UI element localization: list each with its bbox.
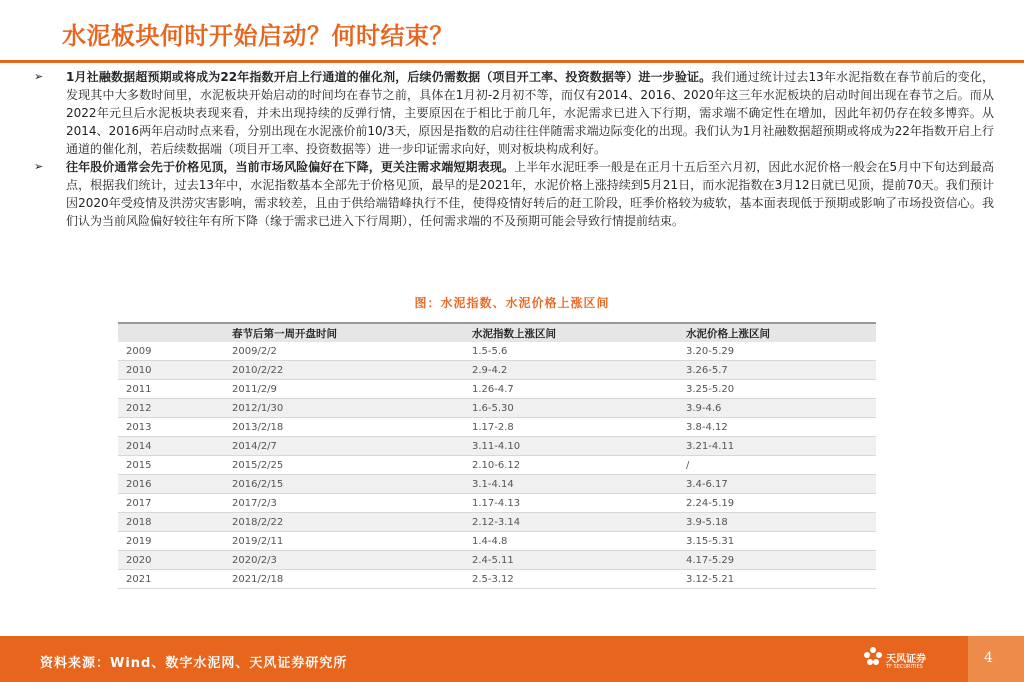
price-range-cell: 4.17-5.29 <box>678 551 876 570</box>
price-range-cell: 3.4-6.17 <box>678 475 876 494</box>
year-cell: 2013 <box>118 418 224 437</box>
rally-period-table <box>118 322 876 589</box>
price-range-cell: 3.8-4.12 <box>678 418 876 437</box>
year-cell: 2012 <box>118 399 224 418</box>
source-note: 资料来源：Wind、数字水泥网、天风证券研究所 <box>40 656 348 671</box>
year-cell: 2017 <box>118 494 224 513</box>
index-range-cell: 2.12-3.14 <box>464 513 678 532</box>
price-range-cell: 3.25-5.20 <box>678 380 876 399</box>
index-range-cell: 3.11-4.10 <box>464 437 678 456</box>
bullet-item-2 <box>34 158 994 230</box>
column-header-year <box>118 323 224 342</box>
year-cell: 2020 <box>118 551 224 570</box>
open-date-cell: 2013/2/18 <box>224 418 464 437</box>
column-header-open-date: 春节后第一周开盘时间 <box>224 323 464 342</box>
open-date-cell: 2019/2/11 <box>224 532 464 551</box>
table-row <box>118 551 876 570</box>
table-row <box>118 475 876 494</box>
index-range-cell: 1.17-4.13 <box>464 494 678 513</box>
year-cell: 2009 <box>118 342 224 361</box>
open-date-cell: 2015/2/25 <box>224 456 464 475</box>
open-date-cell: 2018/2/22 <box>224 513 464 532</box>
open-date-cell: 2017/2/3 <box>224 494 464 513</box>
table-caption: 图：水泥指数、水泥价格上涨区间 <box>414 296 610 310</box>
year-cell: 2018 <box>118 513 224 532</box>
open-date-cell: 2011/2/9 <box>224 380 464 399</box>
index-range-cell: 1.6-5.30 <box>464 399 678 418</box>
price-range-cell: / <box>678 456 876 475</box>
price-range-cell: 2.24-5.19 <box>678 494 876 513</box>
price-range-cell: 3.26-5.7 <box>678 361 876 380</box>
bullet-list <box>34 68 994 230</box>
price-range-cell: 3.12-5.21 <box>678 570 876 589</box>
table-row <box>118 342 876 361</box>
page-number: 4 <box>984 650 993 666</box>
open-date-cell: 2010/2/22 <box>224 361 464 380</box>
price-range-cell: 3.9-4.6 <box>678 399 876 418</box>
open-date-cell: 2009/2/2 <box>224 342 464 361</box>
bullet-body: 上半年水泥旺季一般是在正月十五后至六月初，因此水泥价格一般会在5月中下旬达到最高点，根据我们统计，过去13年中，水泥指数基本全部先于价格见顶，最早的是2021年，水泥价格上涨持续到5月21日，而水泥指数在3月12日就已见顶，提前70天。我们预计因2020年受疫情及洪涝灾害影响，需求较差，且由于供给端错峰执行不佳，使得疫情好转后的赶工阶段，旺季价格较为疲软，基本面表现低于预期或影响了市场投资信心。我们认为当前风险偏好较往年有所下降（缘于需求已进入下行周期），任何需求端的不及预期可能会导致行情提前结束。 <box>66 160 994 228</box>
company-logo <box>862 644 952 676</box>
bullet-lead: 1月社融数据超预期或将成为22年指数开启上行通道的催化剂，后续仍需数据（项目开工率、投资数据等）进一步验证。 <box>66 70 712 84</box>
index-range-cell: 1.4-4.8 <box>464 532 678 551</box>
page-number-box <box>968 636 1024 682</box>
arrow-bullet-icon: ➢ <box>34 70 44 83</box>
year-cell: 2011 <box>118 380 224 399</box>
year-cell: 2014 <box>118 437 224 456</box>
table-row <box>118 494 876 513</box>
index-range-cell: 2.9-4.2 <box>464 361 678 380</box>
logo-subtext: TF SECURITIES <box>886 664 923 670</box>
price-range-cell: 3.20-5.29 <box>678 342 876 361</box>
bullet-item-1 <box>34 68 994 158</box>
open-date-cell: 2021/2/18 <box>224 570 464 589</box>
table-row <box>118 532 876 551</box>
bullet-body: 我们通过统计过去13年水泥指数在春节前后的变化，发现其中大多数时间里，水泥板块开始启动的时间均在春节之前，具体在1月初-2月初不等，而仅有2014、2016、2020年这三年水泥板块的启动时间出现在春节之后。而从2022年元旦后水泥板块表现来看，并未出现持续的反弹行情，主要原因在于相比于前几年，水泥需求已进入下行期，需求端不确定性在增加，因此年初仍存在较多博弈。从2014、2016两年启动时点来看，分别出现在水泥涨价前10/3天，原因是指数的启动往往伴随需求端边际变化的出现。我们认为1月社融数据超预期或将成为22年指数开启上行通道的催化剂，若后续数据端（项目开工率、投资数据等）进一步印证需求向好，则对板块构成利好。 <box>66 70 994 156</box>
table-row <box>118 513 876 532</box>
index-range-cell: 2.10-6.12 <box>464 456 678 475</box>
open-date-cell: 2012/1/30 <box>224 399 464 418</box>
table-row <box>118 418 876 437</box>
page-title: 水泥板块何时开始启动？何时结束？ <box>62 22 454 50</box>
open-date-cell: 2014/2/7 <box>224 437 464 456</box>
index-range-cell: 2.5-3.12 <box>464 570 678 589</box>
table-row <box>118 570 876 589</box>
price-range-cell: 3.21-4.11 <box>678 437 876 456</box>
table-row <box>118 399 876 418</box>
open-date-cell: 2016/2/15 <box>224 475 464 494</box>
price-range-cell: 3.9-5.18 <box>678 513 876 532</box>
table-row <box>118 380 876 399</box>
table-row <box>118 361 876 380</box>
flower-logo-icon <box>862 644 884 670</box>
column-header-price-range: 水泥价格上涨区间 <box>678 323 876 342</box>
year-cell: 2021 <box>118 570 224 589</box>
price-range-cell: 3.15-5.31 <box>678 532 876 551</box>
year-cell: 2019 <box>118 532 224 551</box>
logo-text: 天风证券 <box>886 654 926 665</box>
table-row <box>118 437 876 456</box>
year-cell: 2016 <box>118 475 224 494</box>
table-row <box>118 456 876 475</box>
open-date-cell: 2020/2/3 <box>224 551 464 570</box>
title-divider <box>0 60 1024 63</box>
index-range-cell: 3.1-4.14 <box>464 475 678 494</box>
table-header-row <box>118 323 876 342</box>
index-range-cell: 1.5-5.6 <box>464 342 678 361</box>
bullet-lead: 往年股价通常会先于价格见顶，当前市场风险偏好在下降，更关注需求端短期表现。 <box>66 160 515 174</box>
column-header-index-range: 水泥指数上涨区间 <box>464 323 678 342</box>
year-cell: 2010 <box>118 361 224 380</box>
footer-bar <box>0 636 1024 682</box>
index-range-cell: 1.17-2.8 <box>464 418 678 437</box>
year-cell: 2015 <box>118 456 224 475</box>
index-range-cell: 1.26-4.7 <box>464 380 678 399</box>
arrow-bullet-icon: ➢ <box>34 160 44 173</box>
index-range-cell: 2.4-5.11 <box>464 551 678 570</box>
